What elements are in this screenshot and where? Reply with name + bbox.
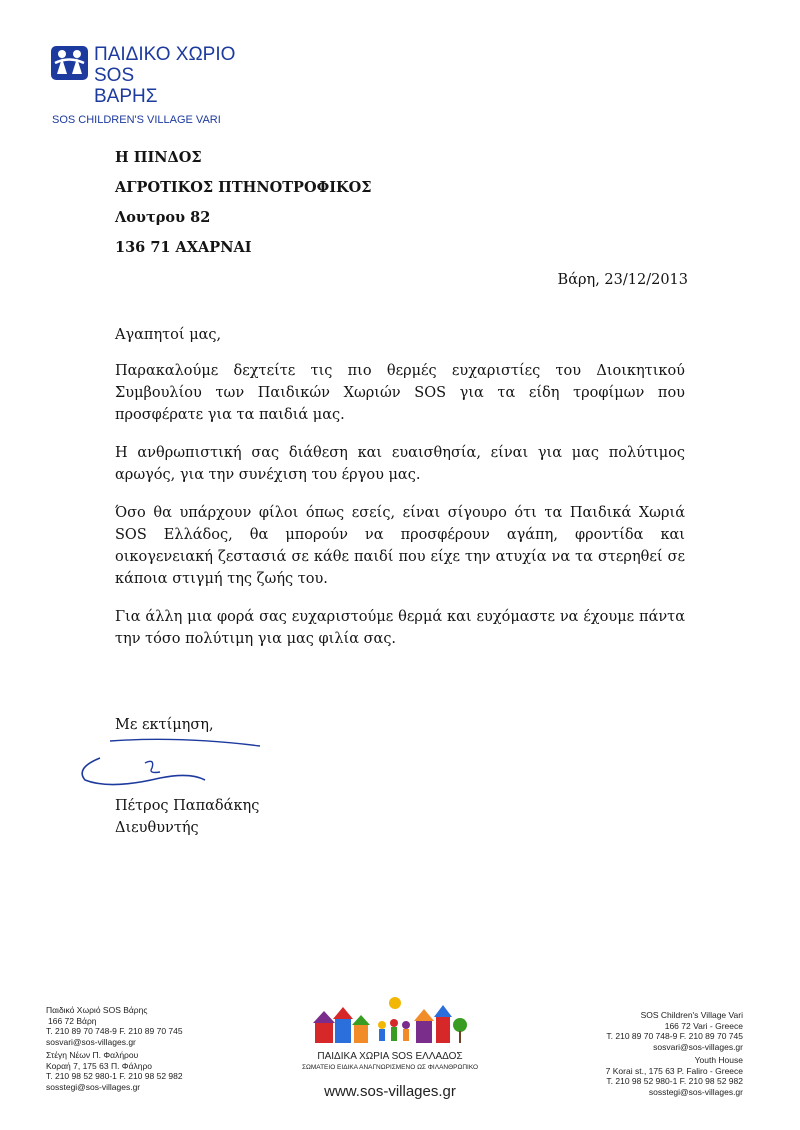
footer-organization-subtitle: ΣΩΜΑΤΕΙΟ ΕΙΔΙΚΑ ΑΝΑΓΝΩΡΙΣΜΕΝΟ ΩΣ ΦΙΛΑΝΘΡΩΠΙΚΟ (301, 1064, 479, 1071)
footer-line: Τ. 210 89 70 748-9 F. 210 89 70 745 (46, 1026, 183, 1036)
footer-organization: ΠΑΙΔΙΚΑ ΧΩΡΙΑ SOS ΕΛΛΑΔΟΣ (317, 1051, 463, 1062)
footer-line: SOS Children's Village Vari (640, 1010, 743, 1020)
organization-name (94, 44, 235, 107)
letter-body (115, 360, 685, 666)
recipient-line: 136 71 ΑΧΑΡΝΑΙ (115, 239, 252, 256)
footer-line: Κοραή 7, 175 63 Π. Φάληρο (46, 1060, 153, 1071)
salutation: Αγαπητοί μας, (115, 327, 222, 343)
recipient-line: Η ΠΙΝΔΟΣ (115, 149, 202, 166)
footer-email: sosvari@sos-villages.gr (653, 1041, 743, 1052)
footer-line: Τ. 210 98 52 980-1 F. 210 98 52 982 (46, 1071, 183, 1081)
footer-contact-block (606, 1055, 743, 1097)
organization-name-english: SOS CHILDREN'S VILLAGE VARI (52, 114, 221, 126)
letter-date: Βάρη, 23/12/2013 (557, 272, 688, 288)
footer-contact-block (46, 1050, 183, 1092)
logo-name-line: SOS (94, 65, 135, 86)
footer-email: sosstegi@sos-villages.gr (46, 1081, 141, 1092)
footer-line: Στέγη Νέων Π. Φαλήρου (46, 1050, 139, 1060)
footer-contact-block (46, 1005, 183, 1047)
recipient-line: ΑΓΡΟΤΙΚΟΣ ΠΤΗΝΟΤΡΟΦΙΚΟΣ (115, 179, 372, 196)
footer-line: Παιδικό Χωριό SOS Βάρης (46, 1005, 148, 1015)
body-paragraph: Η ανθρωπιστική σας διάθεση και ευαισθησία, είναι για μας πολύτιμος αρωγός, για την συνέχιση του έργου μας. (115, 445, 685, 483)
footer-line: 7 Korai st., 175 63 P. Faliro - Greece (605, 1065, 743, 1076)
footer-line: T. 210 89 70 748-9 F. 210 89 70 745 (606, 1031, 743, 1041)
body-paragraph: Όσο θα υπάρχουν φίλοι όπως εσείς, είναι σίγουρο ότι τα Παιδικά Χωριά SOS Ελλάδος, θα μπορούν να προσφέρουν αγάπη, φροντίδα και οικογενειακή ζεστασιά σε κάθε παιδί που είχε την ατυχία να τα στερηθεί σε κάποια στιγμή της ζωής του. (115, 505, 685, 587)
footer-line: 166 72 Vari - Greece (664, 1020, 743, 1031)
closing: Με εκτίμηση, (115, 717, 214, 733)
handwritten-signature (70, 738, 270, 797)
footer-email: sosvari@sos-villages.gr (46, 1036, 136, 1047)
footer-line: 166 72 Βάρη (48, 1015, 97, 1026)
footer-right-contacts (606, 1010, 743, 1100)
website-link[interactable]: www.sos-villages.gr (324, 1083, 456, 1100)
village-houses-illustration (300, 995, 480, 1049)
signer (115, 795, 259, 839)
sos-logo-icon (51, 46, 88, 80)
body-paragraph: Παρακαλούμε δεχτείτε τις πιο θερμές ευχαριστίες του Διοικητικού Συμβουλίου των Παιδικών Χωριών SOS για τα είδη τροφίμων που προσφέρατε για τα παιδιά μας. (115, 363, 685, 423)
footer-email: sosstegi@sos-villages.gr (648, 1086, 743, 1097)
footer-contact-block (606, 1010, 743, 1052)
footer-line: Youth House (694, 1055, 743, 1065)
recipient-address (115, 143, 371, 263)
footer-line: T. 210 98 52 980-1 F. 210 98 52 982 (606, 1076, 743, 1086)
footer-center (300, 995, 480, 1100)
signer-title: Διευθυντής (115, 820, 199, 836)
logo-name-line: ΠΑΙΔΙΚΟ ΧΩΡΙΟ (94, 44, 236, 65)
body-paragraph: Για άλλη μια φορά σας ευχαριστούμε θερμά και ευχόμαστε να έχουμε πάντα την τόσο πολύτιμη για μας φιλία σας. (115, 609, 685, 647)
footer-left-contacts (46, 1005, 183, 1095)
signer-name: Πέτρος Παπαδάκης (115, 798, 260, 814)
recipient-line: Λουτρου 82 (115, 209, 211, 226)
logo-name-line: ΒΑΡΗΣ (94, 86, 158, 107)
